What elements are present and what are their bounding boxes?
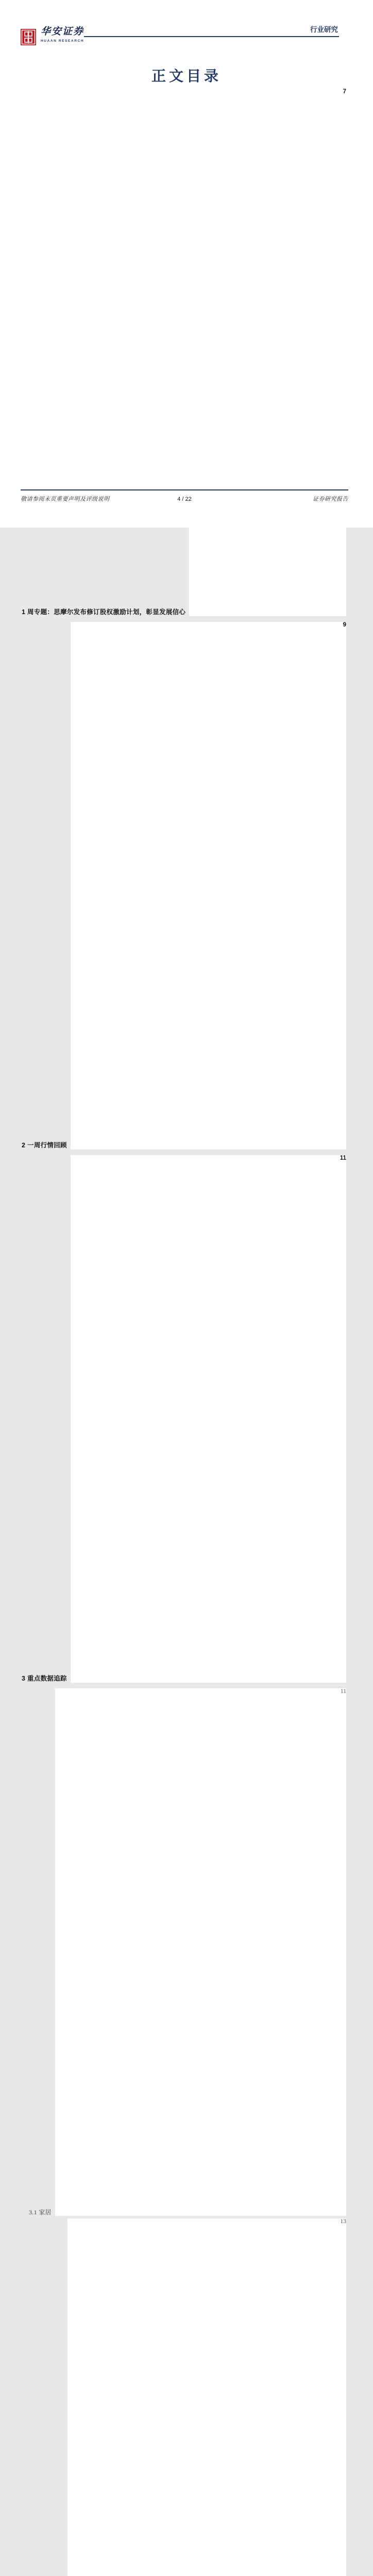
toc-entry-page-number: 11 — [71, 1155, 346, 1683]
report-type-label: 行业研究 — [304, 26, 339, 37]
toc-entry-label: 2 一周行情回顾 — [22, 1142, 67, 1149]
toc-list — [22, 89, 346, 2576]
toc-entry-page-number: 11 — [55, 1688, 346, 2216]
footer-disclaimer: 敬请参阅末页重要声明及评级说明 — [21, 496, 110, 502]
toc-entry[interactable] — [22, 1155, 346, 1683]
toc-entry[interactable] — [22, 1688, 346, 2216]
toc-entry-page-number: 13 — [67, 2218, 346, 2576]
toc-title: 正文目录 — [151, 69, 222, 84]
toc-entry[interactable] — [22, 89, 346, 616]
toc-entry-page-number: 9 — [71, 622, 346, 1149]
brand-seal-icon — [21, 29, 36, 45]
toc-entry-label: 3 重点数据追踪 — [22, 1675, 67, 1682]
footer-report-type: 证券研究报告 — [313, 496, 348, 502]
toc-entry[interactable] — [22, 622, 346, 1149]
toc-entry-label: 3.1 家居 — [29, 2209, 52, 2216]
report-footer — [21, 489, 348, 503]
header-rule — [84, 36, 304, 37]
toc-entry[interactable] — [22, 2218, 346, 2576]
brand-logo — [21, 26, 84, 45]
footer-page-number: 4 / 22 — [177, 496, 192, 502]
header-rule-row — [84, 26, 339, 37]
brand-name-en: HUAAN RESEARCH — [41, 39, 84, 43]
brand-name-cn: 华安证券 — [41, 26, 84, 37]
toc-entry-page-number: 7 — [189, 89, 346, 616]
brand-text — [41, 26, 84, 43]
toc-entry-label: 1 周专题：思摩尔发布修订股权激励计划，彰显发展信心 — [22, 608, 186, 616]
report-header — [21, 26, 339, 45]
